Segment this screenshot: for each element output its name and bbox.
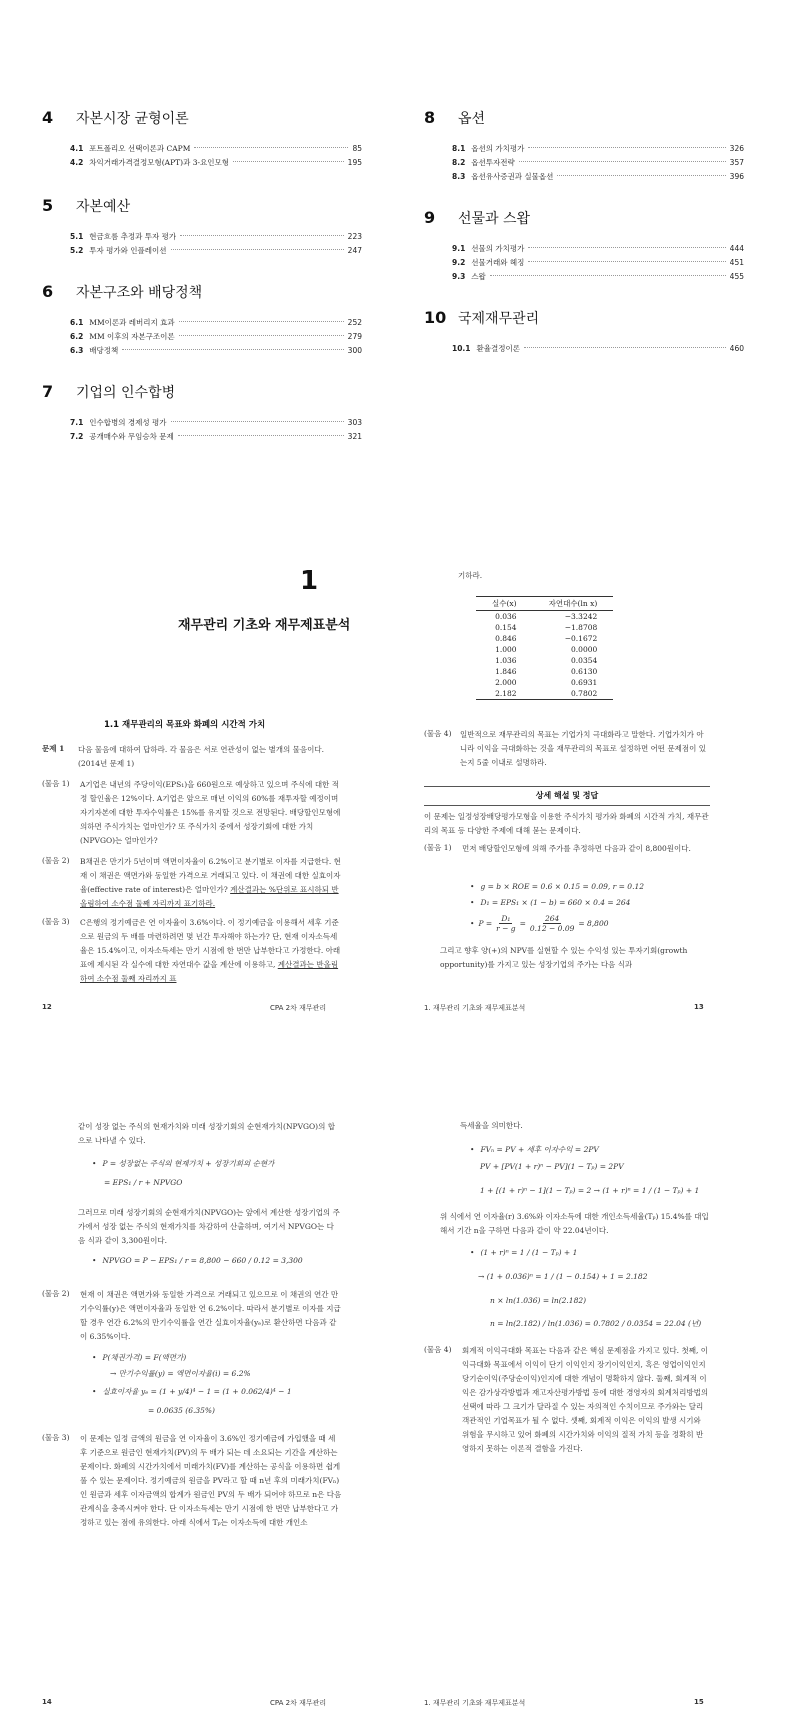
toc-chapter-heading bbox=[42, 108, 362, 128]
eq-rhs: = 8,800 bbox=[578, 919, 609, 928]
toc-leader-dots bbox=[528, 147, 725, 148]
toc-leader-dots bbox=[519, 161, 726, 162]
toc-entry-number: 6.2 bbox=[70, 332, 84, 341]
toc-entry[interactable] bbox=[452, 256, 744, 270]
table-row bbox=[476, 666, 613, 677]
toc-entry-title: MM 이후의 자본구조이론 bbox=[89, 332, 175, 341]
problem-label: 문제 1 bbox=[42, 744, 65, 753]
toc-entry-number: 8.3 bbox=[452, 172, 466, 181]
toc-leader-dots bbox=[528, 261, 725, 262]
table-cell: 0.6931 bbox=[571, 678, 598, 687]
equation: → 만기수익률(y) = 액면이자율(i) = 6.2% bbox=[110, 1369, 251, 1378]
toc-entry[interactable] bbox=[452, 170, 744, 184]
toc-entry-title: 공개매수와 무임승차 문제 bbox=[89, 432, 174, 441]
solution-heading bbox=[424, 786, 710, 806]
toc-leader-dots bbox=[171, 249, 344, 250]
table-row bbox=[476, 633, 613, 644]
toc-leader-dots bbox=[490, 275, 726, 276]
toc-entry-title: 배당정책 bbox=[89, 346, 119, 355]
toc-chapter-title: 기업의 인수합병 bbox=[76, 385, 176, 401]
fraction bbox=[496, 914, 515, 933]
table-cell: 1.000 bbox=[495, 645, 517, 654]
table-cell: 1.036 bbox=[495, 656, 517, 665]
equation: • P(채권가격) = F(액면가) bbox=[92, 1352, 186, 1363]
toc-entry-page: 451 bbox=[729, 258, 744, 267]
fraction-numerator: 264 bbox=[544, 914, 560, 923]
toc-entry-title: 스왑 bbox=[471, 272, 486, 281]
toc-entry-number: 4.2 bbox=[70, 158, 84, 167]
toc-entry[interactable] bbox=[452, 242, 744, 256]
question-label: (물음 3) bbox=[42, 917, 70, 926]
toc-leader-dots bbox=[528, 247, 725, 248]
chapter-number: 1 bbox=[300, 566, 319, 596]
question-label: (물음 2) bbox=[42, 856, 70, 865]
equation: • D₁ = EPS₁ × (1 − b) = 660 × 0.4 = 264 bbox=[470, 898, 630, 907]
question-text-body: B채권은 만기가 5년이며 액면이자율이 6.2%이고 분기별로 이자를 지급한다. 현재 이 채권은 액면가와 동일한 가격으로 거래되고 있다. 이 채권에 대한 실효이자율(effective rate of interest)은 얼마인가? bbox=[80, 857, 341, 894]
toc-chapter-title: 국제재무관리 bbox=[458, 311, 540, 327]
table-cell: −0.1672 bbox=[564, 634, 598, 643]
answer-label: (물음 2) bbox=[42, 1289, 70, 1298]
answer-text: 먼저 배당할인모형에 의해 주가를 추정하면 다음과 같이 8,800원이다. bbox=[462, 844, 691, 853]
toc-entry-number: 9.2 bbox=[452, 258, 466, 267]
toc-chapter-title: 선물과 스왑 bbox=[458, 211, 531, 227]
toc-leader-dots bbox=[557, 175, 725, 176]
toc-entry[interactable] bbox=[70, 430, 362, 444]
running-footer: 1. 재무관리 기초와 재무제표분석 bbox=[424, 1699, 526, 1707]
answer-text: 그리고 향후 양(+)의 NPV를 실현할 수 있는 수익성 있는 투자기회(growth opportunity)를 가지고 있는 성장기업의 주가는 다음 식과 bbox=[440, 946, 688, 969]
toc-entry-number: 10.1 bbox=[452, 344, 471, 353]
chapter-title: 재무관리 기초와 재무제표분석 bbox=[178, 618, 351, 633]
toc-chapter-heading bbox=[424, 108, 744, 128]
toc-entry-page: 223 bbox=[347, 232, 362, 241]
table-cell: 2.182 bbox=[476, 688, 533, 700]
toc-entry-title: 옵션의 가치평가 bbox=[471, 144, 525, 153]
toc-entry[interactable] bbox=[452, 156, 744, 170]
toc-entry-title: 투자 평가와 인플레이션 bbox=[89, 246, 167, 255]
toc-chapter-number: 6 bbox=[42, 282, 54, 301]
answer-text: 위 식에서 연 이자율(r) 3.6%와 이자소득에 대한 개인소득세율(Tₚ) 15.4%를 대입해서 기간 n을 구하면 다음과 같이 약 22.04년이다. bbox=[440, 1212, 709, 1235]
answer-text: 이 문제는 일정 금액의 원금을 연 이자율이 3.6%인 정기예금에 가입했을 때 세후 기준으로 원금인 현재가치(PV)의 두 배가 되는 데 소요되는 기간을 계산하는 문제이다. 화폐의 시간가치에서 미래가치(FV)를 계산하는 공식을 이용하면 쉽게 풀 수 있는 문제이다. 정기예금의 원금을 PV라고 할 때 n년 후의 미래가치(FVₙ)인 원금과 세후 이자금액의 합계가 원금인 PV의 두 배가 되어야 하므로 n은 다음 관계식을 충족시켜야 한다. 단 이자소득세는 만기 시점에 한 번만 납부한다고 가정하고 있는 점에 유의한다. 아래 식에서 Tₚ는 이자소득에 대한 개인소 bbox=[80, 1434, 342, 1527]
toc-entry[interactable] bbox=[70, 156, 362, 170]
answer-text: 회계적 이익극대화 목표는 다음과 같은 핵심 문제점을 가지고 있다. 첫째, 이익극대화 목표에서 이익이 단기 이익인지 장기이익인지, 혹은 영업이익인지 당기순이익(주당순이익)인지에 대한 개념이 명확하지 않다. 둘째, 회계적 이익은 감가상각방법과 재고자산평가방법 등에 대한 경영자의 회계처리방법의 선택에 따라 그 크기가 달라질 수 있는 자의적인 수치이므로 주가와는 달리 객관적인 기업목표가 될 수 없다. 셋째, 회계적 이익은 이익의 발생 시기와 위험을 무시하고 있어 화폐의 시간가치와 이익의 질적 가치 등을 정확히 반영하지 못하는 이론적 결함을 가진다. bbox=[462, 1346, 709, 1453]
question-label: (물음 1) bbox=[42, 779, 70, 788]
toc-entry-number: 7.1 bbox=[70, 418, 84, 427]
page-number: 12 bbox=[42, 1003, 52, 1011]
toc-chapter bbox=[42, 382, 362, 444]
toc-entry-page: 455 bbox=[729, 272, 744, 281]
toc-entry-page: 303 bbox=[347, 418, 362, 427]
table-cell: 2.000 bbox=[495, 678, 517, 687]
toc-entry-number: 5.2 bbox=[70, 246, 84, 255]
question-text bbox=[80, 916, 342, 986]
toc-chapter-number: 8 bbox=[424, 108, 436, 127]
question-text bbox=[80, 855, 342, 911]
toc-entry-page: 460 bbox=[729, 344, 744, 353]
toc-entry-page: 396 bbox=[729, 172, 744, 181]
toc-entry[interactable] bbox=[70, 344, 362, 358]
table-row bbox=[476, 655, 613, 666]
solution-intro: 이 문제는 일정성장배당평가모형을 이용한 주식가치 평가와 화폐의 시간적 가치, 재무관리의 목표 등 다양한 주제에 대해 묻는 문제이다. bbox=[424, 812, 709, 835]
toc-entry-number: 8.1 bbox=[452, 144, 466, 153]
table-cell: 0.0000 bbox=[571, 645, 598, 654]
answer-label: (물음 4) bbox=[424, 1345, 452, 1354]
toc-chapter bbox=[42, 108, 362, 170]
equation: • (1 + r)ⁿ = 1 / (1 − Tₚ) + 1 bbox=[470, 1248, 577, 1257]
log-table-header bbox=[476, 597, 613, 611]
toc-chapter bbox=[424, 208, 744, 284]
question-text: A기업은 내년의 주당이익(EPS₁)을 660원으로 예상하고 있으며 주식에 대한 적정 할인율은 12%이다. A기업은 앞으로 매년 이익의 60%를 재투자할 예정이며 자기자본에 대한 투자수익률은 15%를 유지할 것으로 전망된다. 배당할인모형에 의하면 주식가치는 얼마인가? 또 주식가치 중에서 성장기회에 대한 가치(NPVGO)는 얼마인가? bbox=[80, 780, 341, 845]
equation: = EPS₁ / r + NPVGO bbox=[104, 1178, 183, 1187]
table-cell: 0.846 bbox=[495, 634, 517, 643]
toc-entry-page: 252 bbox=[347, 318, 362, 327]
toc-entry[interactable] bbox=[70, 330, 362, 344]
toc-chapter-heading bbox=[424, 308, 744, 328]
toc-entry-number: 5.1 bbox=[70, 232, 84, 241]
toc-chapter-title: 자본예산 bbox=[76, 199, 131, 215]
toc-chapter-number: 4 bbox=[42, 108, 54, 127]
table-row bbox=[476, 688, 613, 700]
running-footer: 1. 재무관리 기초와 재무제표분석 bbox=[424, 1004, 526, 1012]
toc-entry-number: 9.3 bbox=[452, 272, 466, 281]
toc-entry[interactable] bbox=[452, 142, 744, 156]
toc-entry-title: 환율결정이론 bbox=[476, 344, 520, 353]
bullet-icon: • bbox=[470, 919, 475, 928]
solution-title: 상세 해설 및 정답 bbox=[535, 791, 599, 800]
equation: • NPVGO = P − EPS₁ / r = 8,800 − 660 / 0.12 = 3,300 bbox=[92, 1256, 303, 1265]
continued-text: 기하라. bbox=[458, 571, 483, 580]
toc-entry[interactable] bbox=[70, 244, 362, 258]
toc-entry-number: 8.2 bbox=[452, 158, 466, 167]
equation: • 실효이자율 yₑ = (1 + y/4)⁴ − 1 = (1 + 0.062/4)⁴ − 1 bbox=[92, 1386, 292, 1397]
toc-entry-title: MM이론과 레버리지 효과 bbox=[89, 318, 175, 327]
log-table-body bbox=[476, 611, 613, 700]
eq-lhs: P = bbox=[478, 919, 493, 928]
toc-entry-title: 옵션투자전략 bbox=[471, 158, 515, 167]
table-row bbox=[476, 677, 613, 688]
toc-entry-page: 357 bbox=[729, 158, 744, 167]
log-table bbox=[476, 596, 613, 700]
table-cell: −3.3242 bbox=[564, 612, 598, 621]
toc-chapter bbox=[42, 282, 362, 358]
table-cell: 0.154 bbox=[495, 623, 517, 632]
table-cell: 0.7802 bbox=[533, 688, 614, 700]
page-number: 15 bbox=[694, 1698, 704, 1706]
toc-chapter bbox=[42, 196, 362, 258]
table-cell: −1.8708 bbox=[564, 623, 598, 632]
equation: n = ln(2.182) / ln(1.036) = 0.7802 / 0.0354 = 22.04 (년) bbox=[490, 1319, 702, 1328]
toc-chapter-title: 옵션 bbox=[458, 111, 486, 127]
toc-chapter bbox=[424, 308, 744, 356]
toc-chapter-number: 5 bbox=[42, 196, 54, 215]
question-label: (물음 4) bbox=[424, 729, 452, 738]
toc-entry[interactable] bbox=[452, 342, 744, 356]
toc-entry-page: 85 bbox=[352, 144, 362, 153]
answer-label: (물음 1) bbox=[424, 843, 452, 852]
toc-entry[interactable] bbox=[70, 416, 362, 430]
toc-entry-title: 인수합병의 경제성 평가 bbox=[89, 418, 167, 427]
toc-entry-title: 선물의 가치평가 bbox=[471, 244, 525, 253]
toc-leader-dots bbox=[233, 161, 344, 162]
toc-entry-number: 9.1 bbox=[452, 244, 466, 253]
toc-entry-title: 옵션유사증권과 실물옵션 bbox=[471, 172, 554, 181]
equation: n × ln(1.036) = ln(2.182) bbox=[490, 1296, 587, 1305]
answer-text: 현재 이 채권은 액면가와 동일한 가격으로 거래되고 있으므로 이 채권의 연간 만기수익률(y)은 액면이자율과 동일한 연 6.2%이다. 따라서 분기별로 이자를 지급할 경우 연간 6.2%의 만기수익률을 연간 실효이자율(yₑ)로 환산하면 다음과 같이 6.35%이다. bbox=[80, 1290, 341, 1341]
toc-entry[interactable] bbox=[70, 230, 362, 244]
fraction-numerator: D₁ bbox=[501, 914, 511, 923]
toc-chapter-heading bbox=[42, 282, 362, 302]
toc-chapter-heading bbox=[42, 382, 362, 402]
toc-entry-number: 4.1 bbox=[70, 144, 84, 153]
fraction bbox=[530, 914, 574, 933]
equation: • FVₙ = PV + 세후 이자수익 = 2PV bbox=[470, 1144, 599, 1155]
table-cell: 1.846 bbox=[495, 667, 517, 676]
problem-text: 다음 물음에 대하여 답하라. 각 물음은 서로 연관성이 없는 별개의 물음이다. (2014년 문제 1) bbox=[78, 745, 324, 768]
toc-entry[interactable] bbox=[452, 270, 744, 284]
question-text: 일반적으로 재무관리의 목표는 기업가치 극대화라고 말한다. 기업가치가 아니라 이익을 극대화하는 것을 재무관리의 목표로 설정하면 어떤 문제점이 있는지 5줄 이내로 설명하라. bbox=[460, 730, 707, 767]
equation: PV + [PV(1 + r)ⁿ − PV](1 − Tₚ) = 2PV bbox=[480, 1162, 624, 1171]
toc-leader-dots bbox=[180, 235, 344, 236]
table-cell: 0.036 bbox=[495, 612, 517, 621]
table-row bbox=[476, 622, 613, 633]
table-cell: 0.0354 bbox=[571, 656, 598, 665]
toc-leader-dots bbox=[179, 335, 344, 336]
equation: • g = b × ROE = 0.6 × 0.15 = 0.09, r = 0.12 bbox=[470, 882, 644, 891]
toc-entry-title: 차익거래가격결정모형(APT)과 3-요인모형 bbox=[89, 158, 229, 167]
toc-chapter-title: 자본구조와 배당정책 bbox=[76, 285, 203, 301]
running-footer: CPA 2차 재무관리 bbox=[270, 1699, 327, 1707]
continued-text: 득세율을 의미한다. bbox=[460, 1121, 523, 1130]
toc-entry-title: 포트폴리오 선택이론과 CAPM bbox=[89, 144, 191, 153]
page-number: 14 bbox=[42, 1698, 52, 1706]
toc-chapter-number: 7 bbox=[42, 382, 54, 401]
toc-entry-number: 7.2 bbox=[70, 432, 84, 441]
running-footer: CPA 2차 재무관리 bbox=[270, 1004, 327, 1012]
toc-chapter-title: 자본시장 균형이론 bbox=[76, 111, 189, 127]
toc-chapter-heading bbox=[424, 208, 744, 228]
toc-entry-page: 195 bbox=[347, 158, 362, 167]
question-instruction: 계산결과는 반올림하여 소수점 둘째 자리까지 표 bbox=[80, 960, 339, 983]
toc-entry-page: 300 bbox=[347, 346, 362, 355]
eq-equals: = bbox=[519, 919, 526, 928]
toc-entry-page: 444 bbox=[729, 244, 744, 253]
question-text-body: C은행의 정기예금은 연 이자율이 3.6%이다. 이 정기예금을 이용해서 세후 기준으로 원금의 두 배를 마련하려면 몇 년간 투자해야 하는가? 단, 현재 이자소득세율은 15.4%이고, 이자소득세는 만기 시점에 한 번만 납부한다고 가정한다. 아래 표에 제시된 각 실수에 대한 자연대수 값을 계산에 이용하고, bbox=[80, 918, 341, 969]
answer-text: 그러므로 미래 성장기회의 순현재가치(NPVGO)는 앞에서 계산한 성장기업의 주가에서 성장 없는 주식의 현재가치를 차감하여 산출하며, 여기서 NPVGO는 다음 식과 같이 3,300원이다. bbox=[78, 1208, 340, 1245]
equation: 1 + [(1 + r)ⁿ − 1](1 − Tₚ) = 2 → (1 + r)ⁿ = 1 / (1 − Tₚ) + 1 bbox=[480, 1186, 700, 1195]
table-row bbox=[476, 611, 613, 623]
toc-entry-page: 326 bbox=[729, 144, 744, 153]
toc-entry-number: 6.1 bbox=[70, 318, 84, 327]
toc-leader-dots bbox=[171, 421, 344, 422]
toc-entry-page: 321 bbox=[347, 432, 362, 441]
toc-entry-title: 현금흐름 추정과 투자 평가 bbox=[89, 232, 177, 241]
answer-label: (물음 3) bbox=[42, 1433, 70, 1442]
toc-leader-dots bbox=[122, 349, 343, 350]
table-cell: 0.6130 bbox=[571, 667, 598, 676]
log-table-column-header: 자연대수(ln x) bbox=[533, 597, 614, 611]
toc-chapter-number: 9 bbox=[424, 208, 436, 227]
toc-leader-dots bbox=[178, 435, 344, 436]
toc-leader-dots bbox=[194, 147, 348, 148]
toc-chapter-number: 10 bbox=[424, 308, 447, 327]
toc-leader-dots bbox=[524, 347, 726, 348]
toc-chapter-heading bbox=[42, 196, 362, 216]
equation: → (1 + 0.036)ⁿ = 1 / (1 − 0.154) + 1 = 2.182 bbox=[478, 1272, 648, 1281]
section-heading: 1.1 재무관리의 목표와 화폐의 시간적 가치 bbox=[104, 720, 266, 730]
equation-price bbox=[470, 914, 609, 933]
log-table-column-header: 실수(x) bbox=[476, 597, 533, 611]
toc-entry[interactable] bbox=[70, 142, 362, 156]
toc-chapter bbox=[424, 108, 744, 184]
equation: = 0.0635 (6.35%) bbox=[148, 1406, 215, 1415]
toc-entry-page: 279 bbox=[347, 332, 362, 341]
toc-entry-page: 247 bbox=[347, 246, 362, 255]
question-instruction: 계산결과는 %단위로 표시하되 반올림하여 소수점 둘째 자리까지 표기하라. bbox=[80, 885, 339, 908]
toc-entry-title: 선물거래와 헤징 bbox=[471, 258, 525, 267]
page-number: 13 bbox=[694, 1003, 704, 1011]
equation: • P = 성장없는 주식의 현재가치 + 성장기회의 순현가 bbox=[92, 1158, 274, 1169]
toc-entry[interactable] bbox=[70, 316, 362, 330]
table-row bbox=[476, 644, 613, 655]
toc-entry-number: 6.3 bbox=[70, 346, 84, 355]
fraction-denominator: r − g bbox=[496, 924, 516, 933]
continued-text: 같이 성장 없는 주식의 현재가치와 미래 성장기회의 순현재가치(NPVGO)의 합으로 나타낼 수 있다. bbox=[78, 1122, 335, 1145]
fraction-denominator: 0.12 − 0.09 bbox=[529, 924, 575, 933]
toc-leader-dots bbox=[179, 321, 344, 322]
